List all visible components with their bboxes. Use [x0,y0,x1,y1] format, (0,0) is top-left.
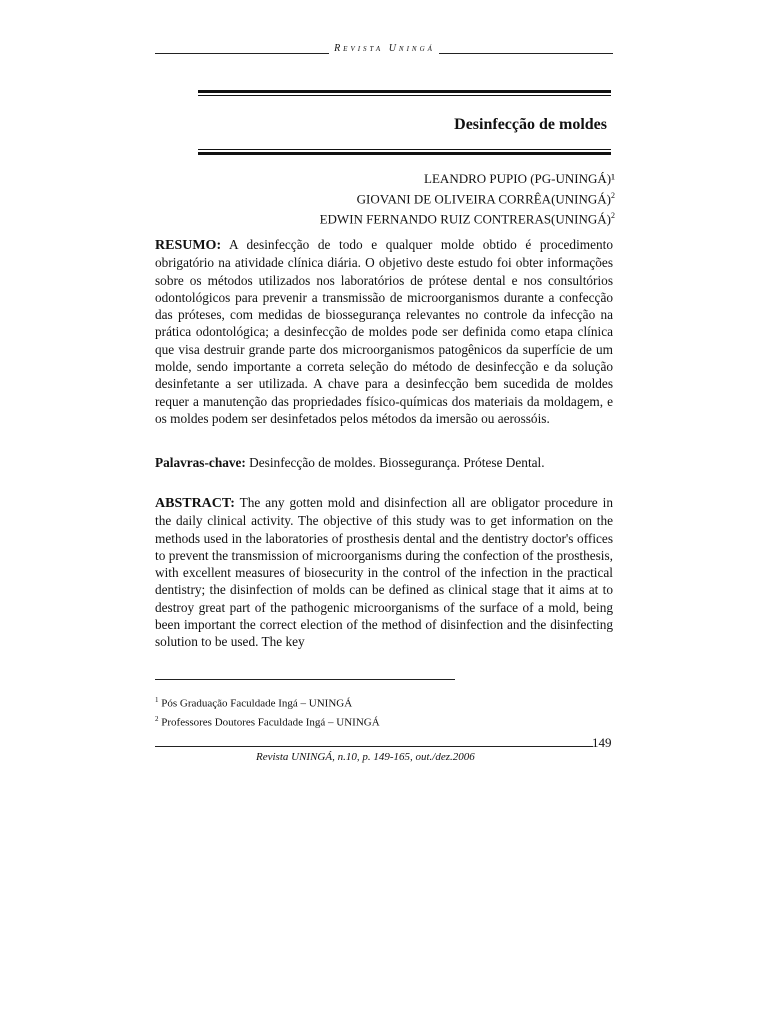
resumo-label: RESUMO: [155,238,222,253]
author-3-mark: 2 [611,211,615,221]
title-rule-bottom [198,149,611,155]
footer-citation: Revista UNINGÁ, n.10, p. 149-165, out./dez.2006 [256,751,475,763]
footnote-rule [155,679,455,680]
author-1-mark: ¹ [611,171,615,186]
header-rule-left [155,46,329,54]
keywords-label: Palavras-chave: [155,455,246,470]
page-number: 149 [592,735,612,750]
abstract-label: ABSTRACT: [155,496,235,511]
footer-rule [155,746,593,747]
author-3: EDWIN FERNANDO RUIZ CONTRERAS(UNINGÁ)$^2$ [319,211,615,227]
header-rule-right [439,46,613,54]
journal-name: Revista Uningá [334,43,435,54]
resumo-text: A desinfecção de todo e qualquer molde obtido é procedimento obrigatório na atividade clínica diária. O objetivo deste estudo foi obter informações sobre os métodos utilizados nos laboratórios de prótese dental e nos consultórios odontológicos para prevenir a transmissão de microorganismos durante a confecção das próteses, com medidas de biossegurança relevantes no controle da infecção na prática odontológica; a desinfecção de moldes pode ser definida como etapa clínica que visa destruir grande parte dos microorganismos patogênicos da superfície de um molde, sendo importante a correta seleção do método de desinfecção e da solução desinfetante a ser utilizada. A chave para a desinfecção bem sucedida de moldes requer a manutenção das propriedades físico-químicas dos materiais da moldagem, e os moldes podem ser desinfetados pelos métodos da imersão ou aerossóis. [155,237,613,426]
article-title: Desinfecção de moldes [454,116,607,133]
abstract-text: The any gotten mold and disinfection all are obligator procedure in the daily clinical activity. The objective of this study was to get information on the methods used in the laboratories of prosthesis dental and the dentistry doctor's offices to prevent the transmission of microorganisms during the confection of the prosthesis, with excellent measures of biosecurity in the control of the infection in the practical dentistry; the disinfection of molds can be defined as clinical stage that it aims at to destroy great part of the pathogenic microorganisms of the surface of a mold, being been important the correct election of the method of disinfection and the disinfecting solution to be used. The key [155,495,613,650]
footnotes [155,693,380,730]
author-list [320,170,615,228]
keywords-line [155,454,613,471]
keywords-text: Desinfecção de moldes. Biossegurança. Prótese Dental. [245,455,545,470]
resumo-paragraph [155,236,613,427]
title-rule-top [198,90,611,96]
running-header [155,44,613,54]
footnote-2: $^2$ Professores Doutores Faculdade Ingá – UNINGÁ [155,714,380,729]
author-1: LEANDRO PUPIO (PG-UNINGÁ)¹ [424,171,615,186]
author-2: GIOVANI DE OLIVEIRA CORRÊA(UNINGÁ)$^2$ [356,191,615,207]
author-2-mark: 2 [611,191,615,200]
footnote-1: $^1$ Pós Graduação Faculdade Ingá – UNINGÁ [155,696,353,710]
abstract-paragraph [155,494,613,651]
